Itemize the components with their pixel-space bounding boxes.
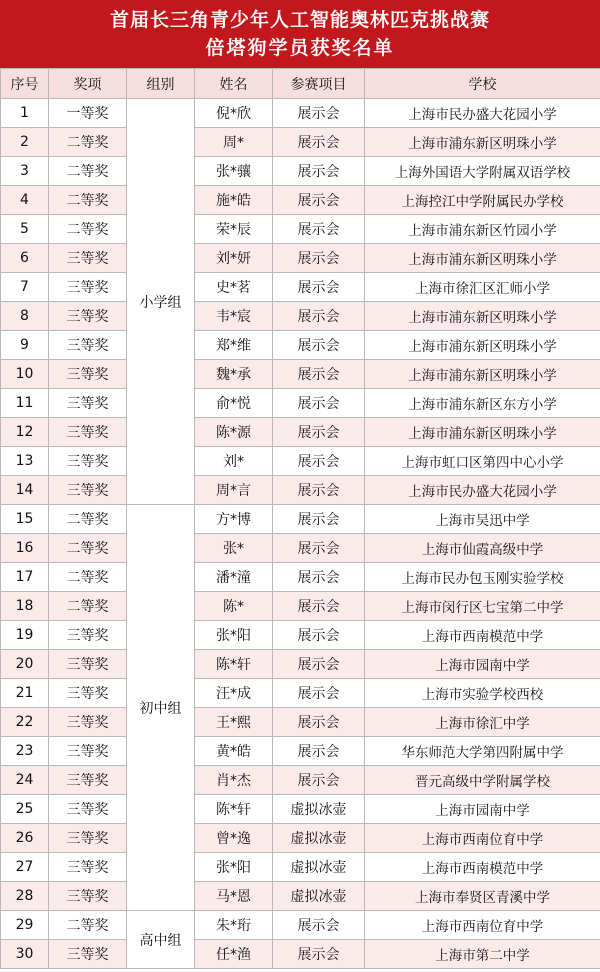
event-cell: 展示会 <box>273 708 365 737</box>
school-cell: 上海市西南位育中学 <box>365 824 600 853</box>
table-row <box>1 708 600 737</box>
table-row <box>1 853 600 882</box>
name-cell: 肖*杰 <box>195 766 273 795</box>
name-cell: 史*茗 <box>195 273 273 302</box>
table-row <box>1 795 600 824</box>
row-number-cell: 21 <box>1 679 49 708</box>
school-cell: 上海市实验学校西校 <box>365 679 600 708</box>
award-cell: 三等奖 <box>49 824 127 853</box>
school-cell: 晋元高级中学附属学校 <box>365 766 600 795</box>
row-number-cell: 1 <box>1 99 49 128</box>
award-cell: 三等奖 <box>49 708 127 737</box>
award-cell: 三等奖 <box>49 418 127 447</box>
row-number-cell: 12 <box>1 418 49 447</box>
event-cell: 展示会 <box>273 389 365 418</box>
name-cell: 陈* <box>195 592 273 621</box>
school-cell: 上海市浦东新区明珠小学 <box>365 244 600 273</box>
event-cell: 展示会 <box>273 331 365 360</box>
name-cell: 魏*承 <box>195 360 273 389</box>
event-cell: 虚拟冰壶 <box>273 882 365 911</box>
row-number-cell: 28 <box>1 882 49 911</box>
school-cell: 上海市闵行区七宝第二中学 <box>365 592 600 621</box>
award-cell: 三等奖 <box>49 940 127 969</box>
award-cell: 二等奖 <box>49 592 127 621</box>
row-number-cell: 3 <box>1 157 49 186</box>
row-number-cell: 5 <box>1 215 49 244</box>
table-row <box>1 215 600 244</box>
school-cell: 上海外国语大学附属双语学校 <box>365 157 600 186</box>
award-cell: 二等奖 <box>49 911 127 940</box>
table-row <box>1 534 600 563</box>
school-cell: 上海市民办盛大花园小学 <box>365 476 600 505</box>
group-cell: 初中组 <box>127 505 195 911</box>
table-row <box>1 592 600 621</box>
row-number-cell: 26 <box>1 824 49 853</box>
school-cell: 上海市徐汇区汇师小学 <box>365 273 600 302</box>
award-table <box>0 68 600 969</box>
award-cell: 二等奖 <box>49 128 127 157</box>
event-cell: 展示会 <box>273 157 365 186</box>
row-number-cell: 25 <box>1 795 49 824</box>
page-subtitle: 倍塔狗学员获奖名单 <box>205 37 395 59</box>
award-cell: 二等奖 <box>49 505 127 534</box>
name-cell: 刘* <box>195 447 273 476</box>
school-cell: 上海市徐汇中学 <box>365 708 600 737</box>
event-cell: 展示会 <box>273 505 365 534</box>
award-cell: 二等奖 <box>49 186 127 215</box>
name-cell: 黄*皓 <box>195 737 273 766</box>
event-cell: 虚拟冰壶 <box>273 824 365 853</box>
row-number-cell: 7 <box>1 273 49 302</box>
name-cell: 张*阳 <box>195 853 273 882</box>
event-cell: 展示会 <box>273 621 365 650</box>
table-row <box>1 650 600 679</box>
row-number-cell: 17 <box>1 563 49 592</box>
row-number-cell: 14 <box>1 476 49 505</box>
event-cell: 展示会 <box>273 737 365 766</box>
name-cell: 陈*轩 <box>195 795 273 824</box>
table-row <box>1 505 600 534</box>
table-row <box>1 186 600 215</box>
row-number-cell: 11 <box>1 389 49 418</box>
table-row <box>1 940 600 969</box>
name-cell: 刘*妍 <box>195 244 273 273</box>
school-cell: 上海市吴迅中学 <box>365 505 600 534</box>
award-cell: 二等奖 <box>49 157 127 186</box>
row-number-cell: 16 <box>1 534 49 563</box>
school-cell: 上海市第二中学 <box>365 940 600 969</box>
table-row <box>1 476 600 505</box>
table-row <box>1 273 600 302</box>
award-cell: 一等奖 <box>49 99 127 128</box>
event-cell: 展示会 <box>273 534 365 563</box>
award-cell: 二等奖 <box>49 534 127 563</box>
header-event: 参赛项目 <box>273 69 365 99</box>
row-number-cell: 27 <box>1 853 49 882</box>
name-cell: 倪*欣 <box>195 99 273 128</box>
event-cell: 虚拟冰壶 <box>273 795 365 824</box>
school-cell: 上海市民办包玉刚实验学校 <box>365 563 600 592</box>
school-cell: 上海市浦东新区竹园小学 <box>365 215 600 244</box>
row-number-cell: 24 <box>1 766 49 795</box>
table-row <box>1 99 600 128</box>
name-cell: 周* <box>195 128 273 157</box>
name-cell: 任*渔 <box>195 940 273 969</box>
event-cell: 展示会 <box>273 679 365 708</box>
table-row <box>1 389 600 418</box>
table-row <box>1 418 600 447</box>
group-cell: 高中组 <box>127 911 195 969</box>
table-row <box>1 157 600 186</box>
row-number-cell: 23 <box>1 737 49 766</box>
page-title: 首届长三角青少年人工智能奥林匹克挑战赛 <box>109 9 490 31</box>
name-cell: 郑*维 <box>195 331 273 360</box>
award-cell: 三等奖 <box>49 679 127 708</box>
event-cell: 展示会 <box>273 911 365 940</box>
header-name: 姓名 <box>195 69 273 99</box>
award-cell: 三等奖 <box>49 795 127 824</box>
school-cell: 上海市浦东新区东方小学 <box>365 389 600 418</box>
name-cell: 王*熙 <box>195 708 273 737</box>
school-cell: 上海市浦东新区明珠小学 <box>365 128 600 157</box>
table-row <box>1 128 600 157</box>
school-cell: 上海市浦东新区明珠小学 <box>365 302 600 331</box>
event-cell: 展示会 <box>273 563 365 592</box>
name-cell: 陈*轩 <box>195 650 273 679</box>
award-cell: 三等奖 <box>49 244 127 273</box>
name-cell: 汪*成 <box>195 679 273 708</box>
row-number-cell: 10 <box>1 360 49 389</box>
award-cell: 三等奖 <box>49 476 127 505</box>
row-number-cell: 19 <box>1 621 49 650</box>
event-cell: 展示会 <box>273 273 365 302</box>
event-cell: 展示会 <box>273 447 365 476</box>
name-cell: 韦*宸 <box>195 302 273 331</box>
event-cell: 展示会 <box>273 650 365 679</box>
school-cell: 上海市西南模范中学 <box>365 621 600 650</box>
name-cell: 俞*悦 <box>195 389 273 418</box>
header-award: 奖项 <box>49 69 127 99</box>
name-cell: 周*言 <box>195 476 273 505</box>
row-number-cell: 2 <box>1 128 49 157</box>
table-row <box>1 621 600 650</box>
school-cell: 上海市民办盛大花园小学 <box>365 99 600 128</box>
row-number-cell: 29 <box>1 911 49 940</box>
school-cell: 上海市浦东新区明珠小学 <box>365 331 600 360</box>
award-cell: 三等奖 <box>49 273 127 302</box>
table-row <box>1 737 600 766</box>
name-cell: 方*博 <box>195 505 273 534</box>
event-cell: 展示会 <box>273 418 365 447</box>
award-cell: 三等奖 <box>49 853 127 882</box>
award-cell: 三等奖 <box>49 447 127 476</box>
school-cell: 华东师范大学第四附属中学 <box>365 737 600 766</box>
award-cell: 三等奖 <box>49 302 127 331</box>
name-cell: 陈*源 <box>195 418 273 447</box>
row-number-cell: 18 <box>1 592 49 621</box>
row-number-cell: 22 <box>1 708 49 737</box>
name-cell: 马*恩 <box>195 882 273 911</box>
row-number-cell: 15 <box>1 505 49 534</box>
name-cell: 潘*潼 <box>195 563 273 592</box>
table-row <box>1 911 600 940</box>
school-cell: 上海市仙霞高级中学 <box>365 534 600 563</box>
table-row <box>1 824 600 853</box>
table-row <box>1 331 600 360</box>
school-cell: 上海市奉贤区青溪中学 <box>365 882 600 911</box>
title-banner <box>0 0 600 68</box>
row-number-cell: 13 <box>1 447 49 476</box>
school-cell: 上海市西南模范中学 <box>365 853 600 882</box>
event-cell: 展示会 <box>273 302 365 331</box>
table-row <box>1 766 600 795</box>
row-number-cell: 4 <box>1 186 49 215</box>
school-cell: 上海市虹口区第四中心小学 <box>365 447 600 476</box>
row-number-cell: 30 <box>1 940 49 969</box>
award-cell: 三等奖 <box>49 882 127 911</box>
table-row <box>1 360 600 389</box>
event-cell: 展示会 <box>273 360 365 389</box>
name-cell: 朱*珩 <box>195 911 273 940</box>
event-cell: 展示会 <box>273 940 365 969</box>
award-cell: 二等奖 <box>49 563 127 592</box>
group-cell: 小学组 <box>127 99 195 505</box>
row-number-cell: 6 <box>1 244 49 273</box>
event-cell: 虚拟冰壶 <box>273 853 365 882</box>
school-cell: 上海市浦东新区明珠小学 <box>365 360 600 389</box>
name-cell: 张*阳 <box>195 621 273 650</box>
row-number-cell: 20 <box>1 650 49 679</box>
table-row <box>1 882 600 911</box>
award-cell: 三等奖 <box>49 331 127 360</box>
event-cell: 展示会 <box>273 766 365 795</box>
school-cell: 上海控江中学附属民办学校 <box>365 186 600 215</box>
event-cell: 展示会 <box>273 128 365 157</box>
school-cell: 上海市西南位育中学 <box>365 911 600 940</box>
name-cell: 张*骧 <box>195 157 273 186</box>
table-row <box>1 244 600 273</box>
event-cell: 展示会 <box>273 592 365 621</box>
award-cell: 二等奖 <box>49 215 127 244</box>
award-cell: 三等奖 <box>49 621 127 650</box>
table-row <box>1 447 600 476</box>
event-cell: 展示会 <box>273 215 365 244</box>
row-number-cell: 8 <box>1 302 49 331</box>
award-cell: 三等奖 <box>49 766 127 795</box>
header-no: 序号 <box>1 69 49 99</box>
table-body <box>1 99 600 969</box>
event-cell: 展示会 <box>273 186 365 215</box>
name-cell: 曾*逸 <box>195 824 273 853</box>
award-cell: 三等奖 <box>49 650 127 679</box>
table-row <box>1 679 600 708</box>
award-cell: 三等奖 <box>49 360 127 389</box>
table-header-row <box>1 69 600 99</box>
header-school: 学校 <box>365 69 600 99</box>
name-cell: 张* <box>195 534 273 563</box>
school-cell: 上海市园南中学 <box>365 650 600 679</box>
event-cell: 展示会 <box>273 244 365 273</box>
row-number-cell: 9 <box>1 331 49 360</box>
header-group: 组别 <box>127 69 195 99</box>
table-row <box>1 563 600 592</box>
name-cell: 荣*辰 <box>195 215 273 244</box>
school-cell: 上海市浦东新区明珠小学 <box>365 418 600 447</box>
table-row <box>1 302 600 331</box>
event-cell: 展示会 <box>273 476 365 505</box>
event-cell: 展示会 <box>273 99 365 128</box>
award-cell: 三等奖 <box>49 737 127 766</box>
name-cell: 施*皓 <box>195 186 273 215</box>
award-cell: 三等奖 <box>49 389 127 418</box>
school-cell: 上海市园南中学 <box>365 795 600 824</box>
